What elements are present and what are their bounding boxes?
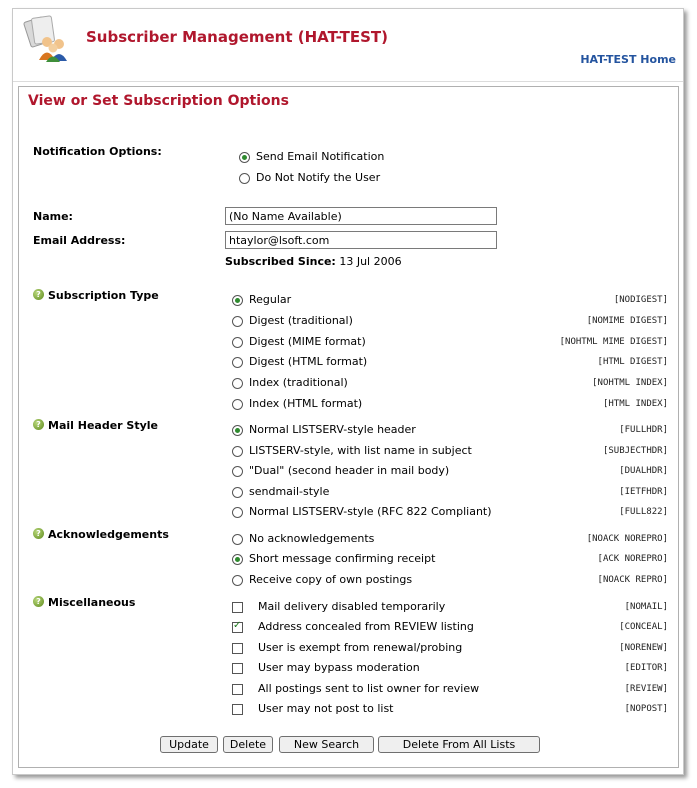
home-link[interactable]: HAT-TEST Home bbox=[580, 53, 676, 66]
send-email-notification-radio[interactable] bbox=[239, 152, 250, 163]
subscription-type-radio-digest-html[interactable] bbox=[232, 357, 243, 368]
subscription-type-radio-index-html[interactable] bbox=[232, 399, 243, 410]
mail-header-radio-fullhdr[interactable] bbox=[232, 425, 243, 436]
mail-header-radio-full822[interactable] bbox=[232, 507, 243, 518]
subscribers-logo-icon bbox=[23, 15, 75, 63]
delete-from-all-lists-button[interactable]: Delete From All Lists bbox=[378, 736, 540, 753]
misc-code: [NOMAIL] bbox=[624, 602, 668, 612]
subscribed-since-value: 13 Jul 2006 bbox=[339, 255, 402, 268]
do-not-notify-radio[interactable] bbox=[239, 173, 250, 184]
notification-options-label: Notification Options: bbox=[33, 145, 162, 158]
misc-checkbox-nomail[interactable] bbox=[232, 602, 243, 613]
subscription-type-code: [HTML DIGEST] bbox=[597, 357, 668, 367]
subscription-type-option-label: Index (traditional) bbox=[249, 376, 348, 389]
ack-option-label: No acknowledgements bbox=[249, 532, 375, 545]
misc-option-label: Mail delivery disabled temporarily bbox=[258, 600, 446, 613]
misc-checkbox-norenew[interactable] bbox=[232, 643, 243, 654]
misc-option-label: User may not post to list bbox=[258, 702, 394, 715]
mail-header-code: [FULLHDR] bbox=[619, 425, 668, 435]
new-search-button[interactable]: New Search bbox=[279, 736, 374, 753]
subscription-type-code: [NOHTML INDEX] bbox=[592, 378, 668, 388]
subscription-type-radio-digest-mime[interactable] bbox=[232, 337, 243, 348]
mail-header-radio-ietfhdr[interactable] bbox=[232, 487, 243, 498]
subscription-type-code: [HTML INDEX] bbox=[602, 399, 668, 409]
subscription-type-option-label: Regular bbox=[249, 293, 292, 306]
mail-header-option-label: Normal LISTSERV-style (RFC 822 Compliant) bbox=[249, 505, 492, 518]
mail-header-option-label: LISTSERV-style, with list name in subject bbox=[249, 444, 472, 457]
misc-option-label: All postings sent to list owner for review bbox=[258, 682, 480, 695]
subscription-type-help-icon[interactable]: ? bbox=[33, 289, 44, 300]
subscription-type-radio-regular[interactable] bbox=[232, 295, 243, 306]
name-field[interactable] bbox=[225, 207, 497, 225]
ack-radio-noack-norepro[interactable] bbox=[232, 534, 243, 545]
mail-header-style-help-icon[interactable]: ? bbox=[33, 419, 44, 430]
subscription-type-code: [NODIGEST] bbox=[613, 295, 668, 305]
misc-code: [EDITOR] bbox=[624, 663, 668, 673]
subscription-type-code: [NOHTML MIME DIGEST] bbox=[559, 337, 668, 347]
ack-option-label: Receive copy of own postings bbox=[249, 573, 413, 586]
ack-code: [NOACK REPRO] bbox=[597, 575, 668, 585]
miscellaneous-label: Miscellaneous bbox=[48, 596, 136, 609]
subscription-type-option-label: Index (HTML format) bbox=[249, 397, 363, 410]
ack-code: [NOACK NOREPRO] bbox=[586, 534, 668, 544]
misc-checkbox-review[interactable] bbox=[232, 684, 243, 695]
panel-title: View or Set Subscription Options bbox=[28, 93, 289, 109]
app-title: Subscriber Management (HAT-TEST) bbox=[86, 28, 389, 46]
update-button[interactable]: Update bbox=[160, 736, 218, 753]
misc-checkbox-conceal[interactable] bbox=[232, 622, 243, 633]
acknowledgements-help-icon[interactable]: ? bbox=[33, 528, 44, 539]
subscribed-since bbox=[225, 255, 402, 268]
mail-header-radio-subjecthdr[interactable] bbox=[232, 446, 243, 457]
mail-header-style-label: Mail Header Style bbox=[48, 419, 158, 432]
email-address-field[interactable] bbox=[225, 231, 497, 249]
mail-header-code: [IETFHDR] bbox=[619, 487, 668, 497]
ack-option-label: Short message confirming receipt bbox=[249, 552, 436, 565]
mail-header-code: [DUALHDR] bbox=[619, 466, 668, 476]
misc-option-label: User is exempt from renewal/probing bbox=[258, 641, 463, 654]
misc-code: [NOPOST] bbox=[624, 704, 668, 714]
do-not-notify-label: Do Not Notify the User bbox=[256, 171, 381, 184]
main-window bbox=[12, 8, 684, 775]
mail-header-code: [FULL822] bbox=[619, 507, 668, 517]
subscription-options-panel bbox=[18, 86, 679, 768]
delete-button[interactable]: Delete bbox=[223, 736, 273, 753]
subscription-type-radio-index-traditional[interactable] bbox=[232, 378, 243, 389]
acknowledgements-label: Acknowledgements bbox=[48, 528, 169, 541]
subscription-type-radio-digest-traditional[interactable] bbox=[232, 316, 243, 327]
mail-header-option-label: "Dual" (second header in mail body) bbox=[249, 464, 450, 477]
email-address-label: Email Address: bbox=[33, 234, 126, 247]
subscription-type-option-label: Digest (MIME format) bbox=[249, 335, 366, 348]
subscription-type-option-label: Digest (HTML format) bbox=[249, 355, 368, 368]
misc-checkbox-editor[interactable] bbox=[232, 663, 243, 674]
subscription-type-label: Subscription Type bbox=[48, 289, 159, 302]
subscription-type-option-label: Digest (traditional) bbox=[249, 314, 353, 327]
send-email-notification-label: Send Email Notification bbox=[256, 150, 385, 163]
subscription-type-code: [NOMIME DIGEST] bbox=[586, 316, 668, 326]
mail-header-option-label: Normal LISTSERV-style header bbox=[249, 423, 416, 436]
misc-option-label: User may bypass moderation bbox=[258, 661, 420, 674]
misc-checkbox-nopost[interactable] bbox=[232, 704, 243, 715]
ack-code: [ACK NOREPRO] bbox=[597, 554, 668, 564]
ack-radio-noack-repro[interactable] bbox=[232, 575, 243, 586]
ack-radio-ack-norepro[interactable] bbox=[232, 554, 243, 565]
name-label: Name: bbox=[33, 210, 73, 223]
page-header bbox=[13, 9, 683, 82]
mail-header-option-label: sendmail-style bbox=[249, 485, 330, 498]
miscellaneous-help-icon[interactable]: ? bbox=[33, 596, 44, 607]
misc-code: [NORENEW] bbox=[619, 643, 668, 653]
misc-code: [CONCEAL] bbox=[619, 622, 668, 632]
misc-option-label: Address concealed from REVIEW listing bbox=[258, 620, 474, 633]
misc-code: [REVIEW] bbox=[624, 684, 668, 694]
mail-header-code: [SUBJECTHDR] bbox=[602, 446, 668, 456]
mail-header-radio-dualhdr[interactable] bbox=[232, 466, 243, 477]
subscribed-since-label: Subscribed Since: bbox=[225, 255, 336, 268]
